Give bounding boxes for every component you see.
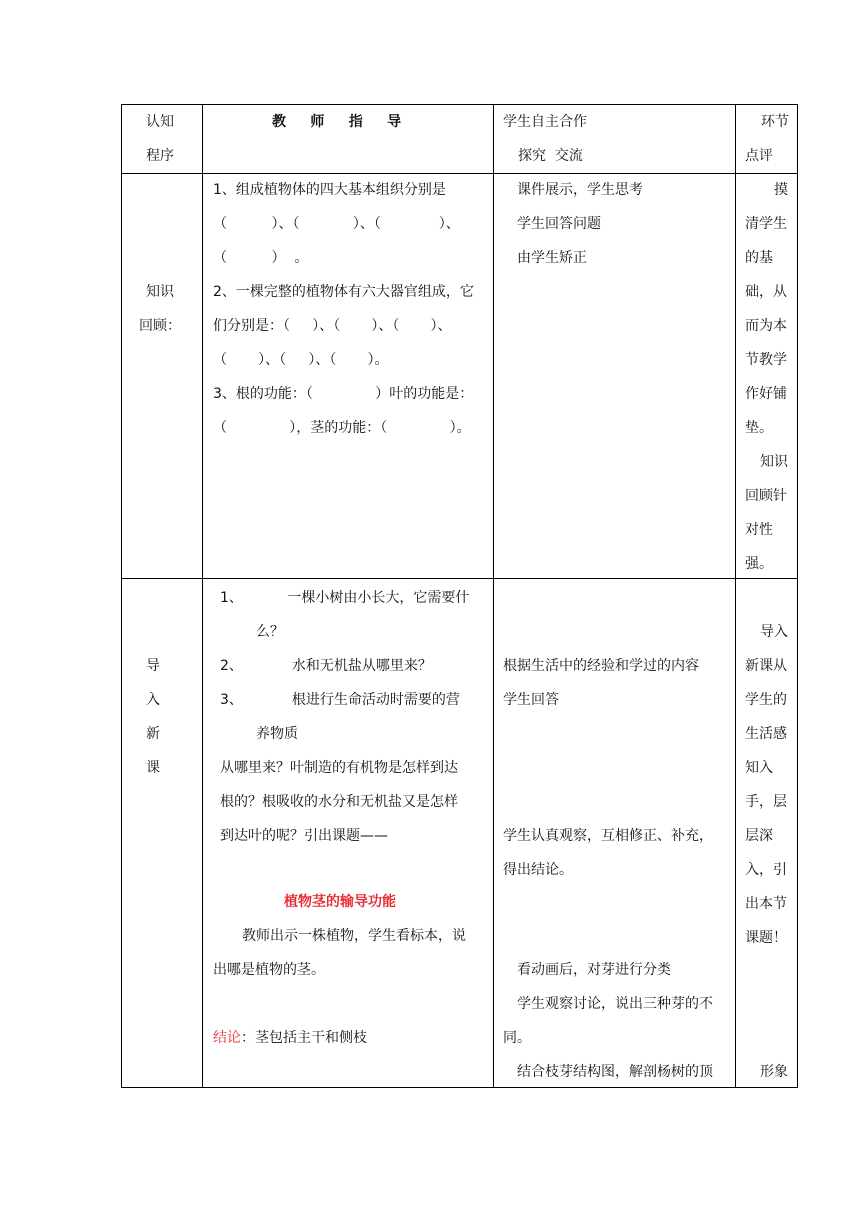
header-col4-line2: 点评 bbox=[745, 148, 773, 164]
table-border-bottom bbox=[121, 1087, 798, 1088]
row2-comment-line: 课题！ bbox=[745, 930, 787, 946]
row1-comment-line: 作好铺 bbox=[745, 386, 787, 402]
row2-comment-line: 手，层 bbox=[745, 794, 787, 810]
row2-teacher-line: 1、 一棵小树由小长大，它需要什 bbox=[220, 590, 470, 606]
row1-teacher-line: 3、根的功能：（ ）叶的功能是： bbox=[213, 386, 474, 402]
row2-teacher-line: 养物质 bbox=[256, 726, 298, 742]
row2-teacher-line: 根的？根吸收的水分和无机盐又是怎样 bbox=[220, 794, 458, 810]
table-divider-1 bbox=[202, 104, 203, 1088]
row1-teacher-line: 们分别是：（ ）、（ ）、（ ）、 bbox=[213, 318, 452, 334]
row1-comment-line: 节教学 bbox=[745, 352, 787, 368]
conclusion-label: 结论 bbox=[213, 1030, 241, 1046]
row2-student-line: 结合枝芽结构图，解剖杨树的顶 bbox=[517, 1064, 713, 1080]
row2-label-char: 课 bbox=[146, 760, 160, 776]
header-col3-line1: 学生自主合作 bbox=[503, 114, 587, 130]
conclusion bbox=[213, 1028, 367, 1048]
row1-student-line: 学生回答问题 bbox=[517, 216, 601, 232]
header-col4-line1: 环节 bbox=[761, 114, 789, 130]
table-divider-3 bbox=[735, 104, 736, 1088]
table-divider-2 bbox=[493, 104, 494, 1088]
row1-teacher-line: （ ） 。 bbox=[213, 250, 309, 266]
table-border-top bbox=[121, 104, 798, 105]
row1-comment-line: 础，从 bbox=[745, 284, 787, 300]
row1-comment-line: 知识 bbox=[760, 454, 788, 470]
row2-teacher-line: 到达叶的呢？引出课题—— bbox=[220, 828, 388, 844]
table-border-right bbox=[797, 104, 798, 1088]
row2-label-char: 导 bbox=[146, 658, 160, 674]
row2-teacher-line: 么？ bbox=[256, 624, 284, 640]
row1-comment-line: 清学生 bbox=[745, 216, 787, 232]
row1-teacher-line: （ ）、（ ）、（ ）。 bbox=[213, 352, 389, 368]
row2-teacher-line: 2、 水和无机盐从哪里来？ bbox=[220, 658, 432, 674]
row1-comment-line: 垫。 bbox=[745, 420, 773, 436]
header-row-divider bbox=[121, 173, 798, 174]
row1-teacher-line: 1、组成植物体的四大基本组织分别是 bbox=[213, 182, 446, 198]
row2-label-char: 新 bbox=[146, 726, 160, 742]
row2-student-line: 学生观察讨论，说出三种芽的不 bbox=[517, 996, 713, 1012]
row2-teacher-line: 从哪里来？叶制造的有机物是怎样到达 bbox=[220, 760, 458, 776]
header-teacher-guide: 教 师 指 导 bbox=[272, 114, 402, 130]
row2-comment-line: 形象 bbox=[760, 1064, 788, 1080]
row1-teacher-line: （ ）、（ ）、（ ）、 bbox=[213, 216, 460, 232]
header-col1-line2: 程序 bbox=[146, 148, 174, 164]
row1-student-line: 由学生矫正 bbox=[517, 250, 587, 266]
row2-comment-line: 生活感 bbox=[745, 726, 787, 742]
row2-student-line: 看动画后，对芽进行分类 bbox=[517, 962, 671, 978]
row2-student-line: 得出结论。 bbox=[503, 862, 573, 878]
row1-student-line: 课件展示，学生思考 bbox=[517, 182, 643, 198]
row1-comment-line: 而为本 bbox=[745, 318, 787, 334]
conclusion-text: ：茎包括主干和侧枝 bbox=[241, 1030, 367, 1046]
row1-comment-line: 摸 bbox=[774, 182, 788, 198]
header-col1-line1: 认知 bbox=[146, 114, 174, 130]
lesson-title: 植物茎的输导功能 bbox=[284, 894, 396, 910]
row2-comment-line: 出本节 bbox=[745, 896, 787, 912]
row2-comment-line: 知入 bbox=[745, 760, 773, 776]
row2-student-line: 根据生活中的经验和学过的内容 bbox=[503, 658, 699, 674]
row2-comment-line: 学生的 bbox=[745, 692, 787, 708]
row2-label-char: 入 bbox=[146, 692, 160, 708]
row2-student-line: 学生回答 bbox=[503, 692, 559, 708]
row1-teacher-line: （ ），茎的功能：（ ）。 bbox=[213, 420, 471, 436]
row2-teacher-line: 3、 根进行生命活动时需要的营 bbox=[220, 692, 460, 708]
row1-comment-line: 对性 bbox=[745, 522, 773, 538]
row1-label-line1: 知识 bbox=[146, 284, 174, 300]
row1-comment-line: 回顾针 bbox=[745, 488, 787, 504]
row2-comment-line: 入，引 bbox=[745, 862, 787, 878]
row2-comment-line: 导入 bbox=[760, 624, 788, 640]
header-col3-line2: 探究 交流 bbox=[518, 148, 583, 164]
row2-teacher-demo-line: 出哪是植物的茎。 bbox=[213, 962, 325, 978]
row2-comment-line: 新课从 bbox=[745, 658, 787, 674]
row2-comment-line: 层深 bbox=[745, 828, 773, 844]
row1-comment-line: 的基 bbox=[745, 250, 773, 266]
row1-comment-line: 强。 bbox=[745, 556, 773, 572]
row1-label-line2: 回顾： bbox=[139, 318, 181, 334]
row1-divider bbox=[121, 578, 798, 579]
table-border-left bbox=[121, 104, 122, 1088]
row1-teacher-line: 2、一棵完整的植物体有六大器官组成，它 bbox=[213, 284, 474, 300]
row2-student-line: 同。 bbox=[503, 1030, 531, 1046]
row2-student-line: 学生认真观察，互相修正、补充， bbox=[503, 828, 713, 844]
row2-teacher-demo-line: 教师出示一株植物，学生看标本，说 bbox=[242, 928, 466, 944]
